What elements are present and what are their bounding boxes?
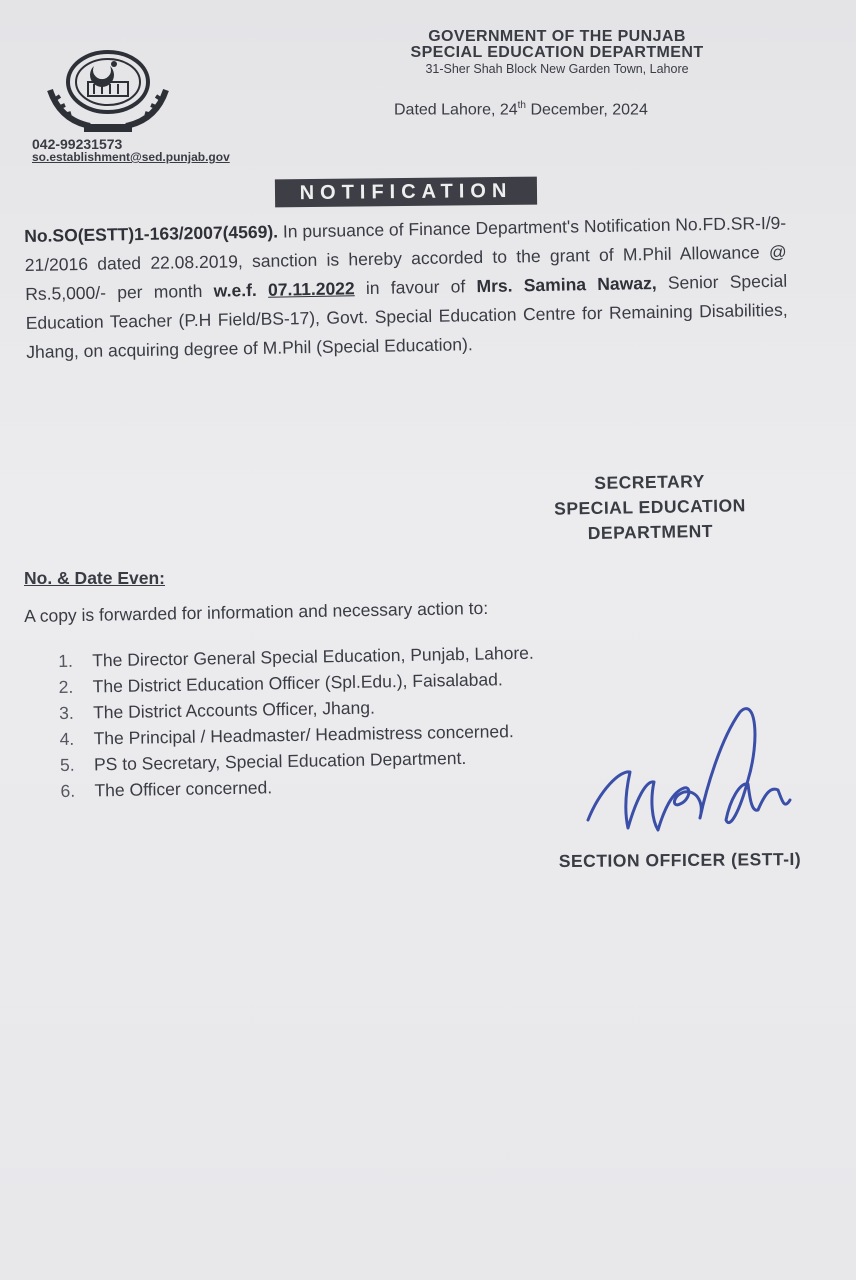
list-item: 6. The Officer concerned. bbox=[60, 777, 273, 801]
header-address: 31-Sher Shah Block New Garden Town, Lahore bbox=[425, 62, 689, 76]
list-item: 1. The Director General Special Education, Punjab, Lahore. bbox=[58, 642, 534, 671]
effective-date: 07.11.2022 bbox=[267, 278, 355, 300]
phone-number: 042-99231573 bbox=[32, 136, 123, 152]
notification-body: No.SO(ESTT)1-163/2007(4569). In pursuance of Finance Department's Notification No.FD.SR-I/9-21/2016 dated 22.08.2019, sanction is hereby accorded to the grant of M.Phil Allowance @ Rs.5,000/- per month w.e.f. 07.11.2022 in favour of Mrs. Samina Nawaz, Senior Special Education Teacher (P.H Field/BS-17), Govt. Special Education Centre for Remaining Disabilities, Jhang, on acquiring degree of M.Phil (Special Education). bbox=[24, 212, 788, 362]
list-item: 3. The District Accounts Officer, Jhang. bbox=[58, 697, 376, 723]
header-government: GOVERNMENT OF THE PUNJAB bbox=[428, 28, 686, 45]
copy-forwarded-text: A copy is forwarded for information and necessary action to: bbox=[24, 597, 489, 626]
list-item: 5. PS to Secretary, Special Education Department. bbox=[59, 747, 467, 775]
handwritten-signature-icon bbox=[580, 700, 800, 850]
list-item: 2. The District Education Officer (Spl.Edu.), Faisalabad. bbox=[58, 669, 503, 697]
reference-number: No.SO(ESTT)1-163/2007(4569). bbox=[24, 221, 279, 246]
no-and-date-heading: No. & Date Even: bbox=[24, 568, 165, 588]
header-department: SPECIAL EDUCATION DEPARTMENT bbox=[410, 44, 704, 61]
notification-title: NOTIFICATION bbox=[275, 177, 537, 208]
punjab-government-logo-icon bbox=[44, 44, 172, 140]
list-item: 4. The Principal / Headmaster/ Headmistress concerned. bbox=[59, 721, 514, 749]
section-officer-signature-title: SECTION OFFICER (ESTT-I) bbox=[558, 848, 802, 872]
email-address: so.establishment@sed.punjab.gov bbox=[32, 150, 230, 164]
employee-name: Mrs. Samina Nawaz, bbox=[476, 272, 657, 297]
date-line: Dated Lahore, 24th December, 2024 bbox=[394, 100, 648, 119]
secretary-signature-block: SECRETARY SPECIAL EDUCATION DEPARTMENT bbox=[554, 471, 746, 544]
recipient-list bbox=[58, 640, 536, 804]
